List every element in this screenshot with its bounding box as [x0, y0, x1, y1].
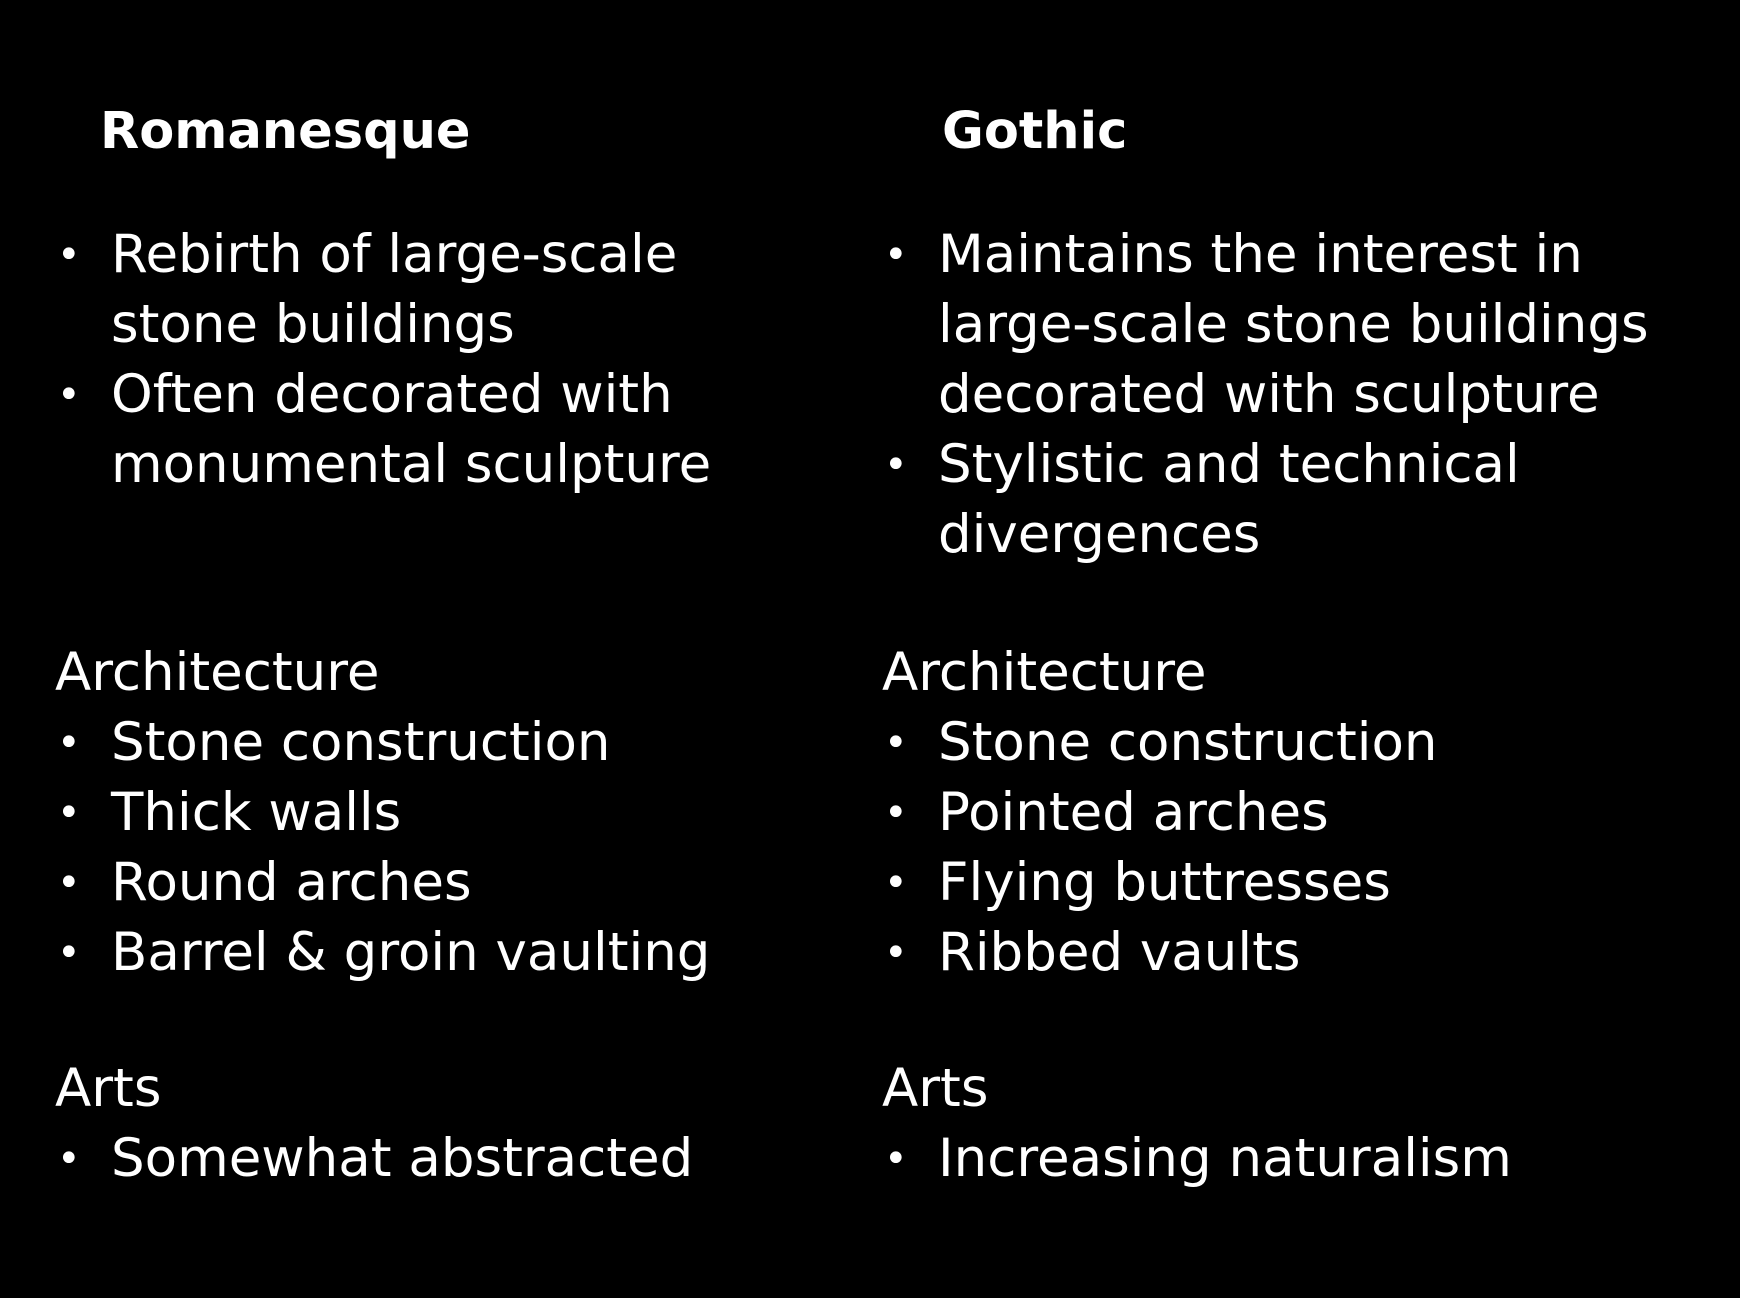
- bullet-icon: •: [57, 930, 81, 976]
- list-item: • Stone construction: [882, 708, 1712, 778]
- bullet-icon: •: [884, 1136, 908, 1182]
- bullet-icon: •: [884, 930, 908, 976]
- section-label: Architecture: [55, 642, 380, 703]
- romanesque-intro: [55, 220, 875, 500]
- list-item: • Somewhat abstracted: [55, 1124, 875, 1194]
- bullet-icon: •: [57, 372, 81, 418]
- bullet-icon: •: [884, 720, 908, 766]
- romanesque-architecture: [55, 638, 875, 988]
- bullet-icon: •: [57, 860, 81, 906]
- bullet-icon: •: [884, 442, 908, 488]
- bullet-icon: •: [57, 1136, 81, 1182]
- list-item: • Ribbed vaults: [882, 918, 1712, 988]
- bullet-icon: •: [57, 232, 81, 278]
- gothic-architecture: [882, 638, 1712, 988]
- bullet-icon: •: [884, 860, 908, 906]
- section-label: Arts: [55, 1058, 162, 1119]
- romanesque-arts: [55, 1054, 875, 1194]
- bullet-icon: •: [884, 232, 908, 278]
- list-item: • Stylistic and technical divergences: [882, 430, 1712, 570]
- bullet-icon: •: [884, 790, 908, 836]
- gothic-intro: [882, 220, 1712, 570]
- list-item: • Rebirth of large-scale stone buildings: [55, 220, 875, 360]
- list-item: • Round arches: [55, 848, 875, 918]
- list-item: • Increasing naturalism: [882, 1124, 1712, 1194]
- section-label: Architecture: [882, 642, 1207, 703]
- bullet-icon: •: [57, 790, 81, 836]
- list-item: • Maintains the interest in large-scale stone buildings decorated with sculpture: [882, 220, 1712, 430]
- list-item: • Stone construction: [55, 708, 875, 778]
- list-item: • Thick walls: [55, 778, 875, 848]
- romanesque-heading: Romanesque: [100, 102, 471, 161]
- section-label: Arts: [882, 1058, 989, 1119]
- list-item: • Pointed arches: [882, 778, 1712, 848]
- bullet-icon: •: [57, 720, 81, 766]
- gothic-arts: [882, 1054, 1712, 1194]
- list-item: • Barrel & groin vaulting: [55, 918, 875, 988]
- list-item: • Flying buttresses: [882, 848, 1712, 918]
- gothic-heading: Gothic: [942, 102, 1128, 161]
- list-item: • Often decorated with monumental sculpture: [55, 360, 875, 500]
